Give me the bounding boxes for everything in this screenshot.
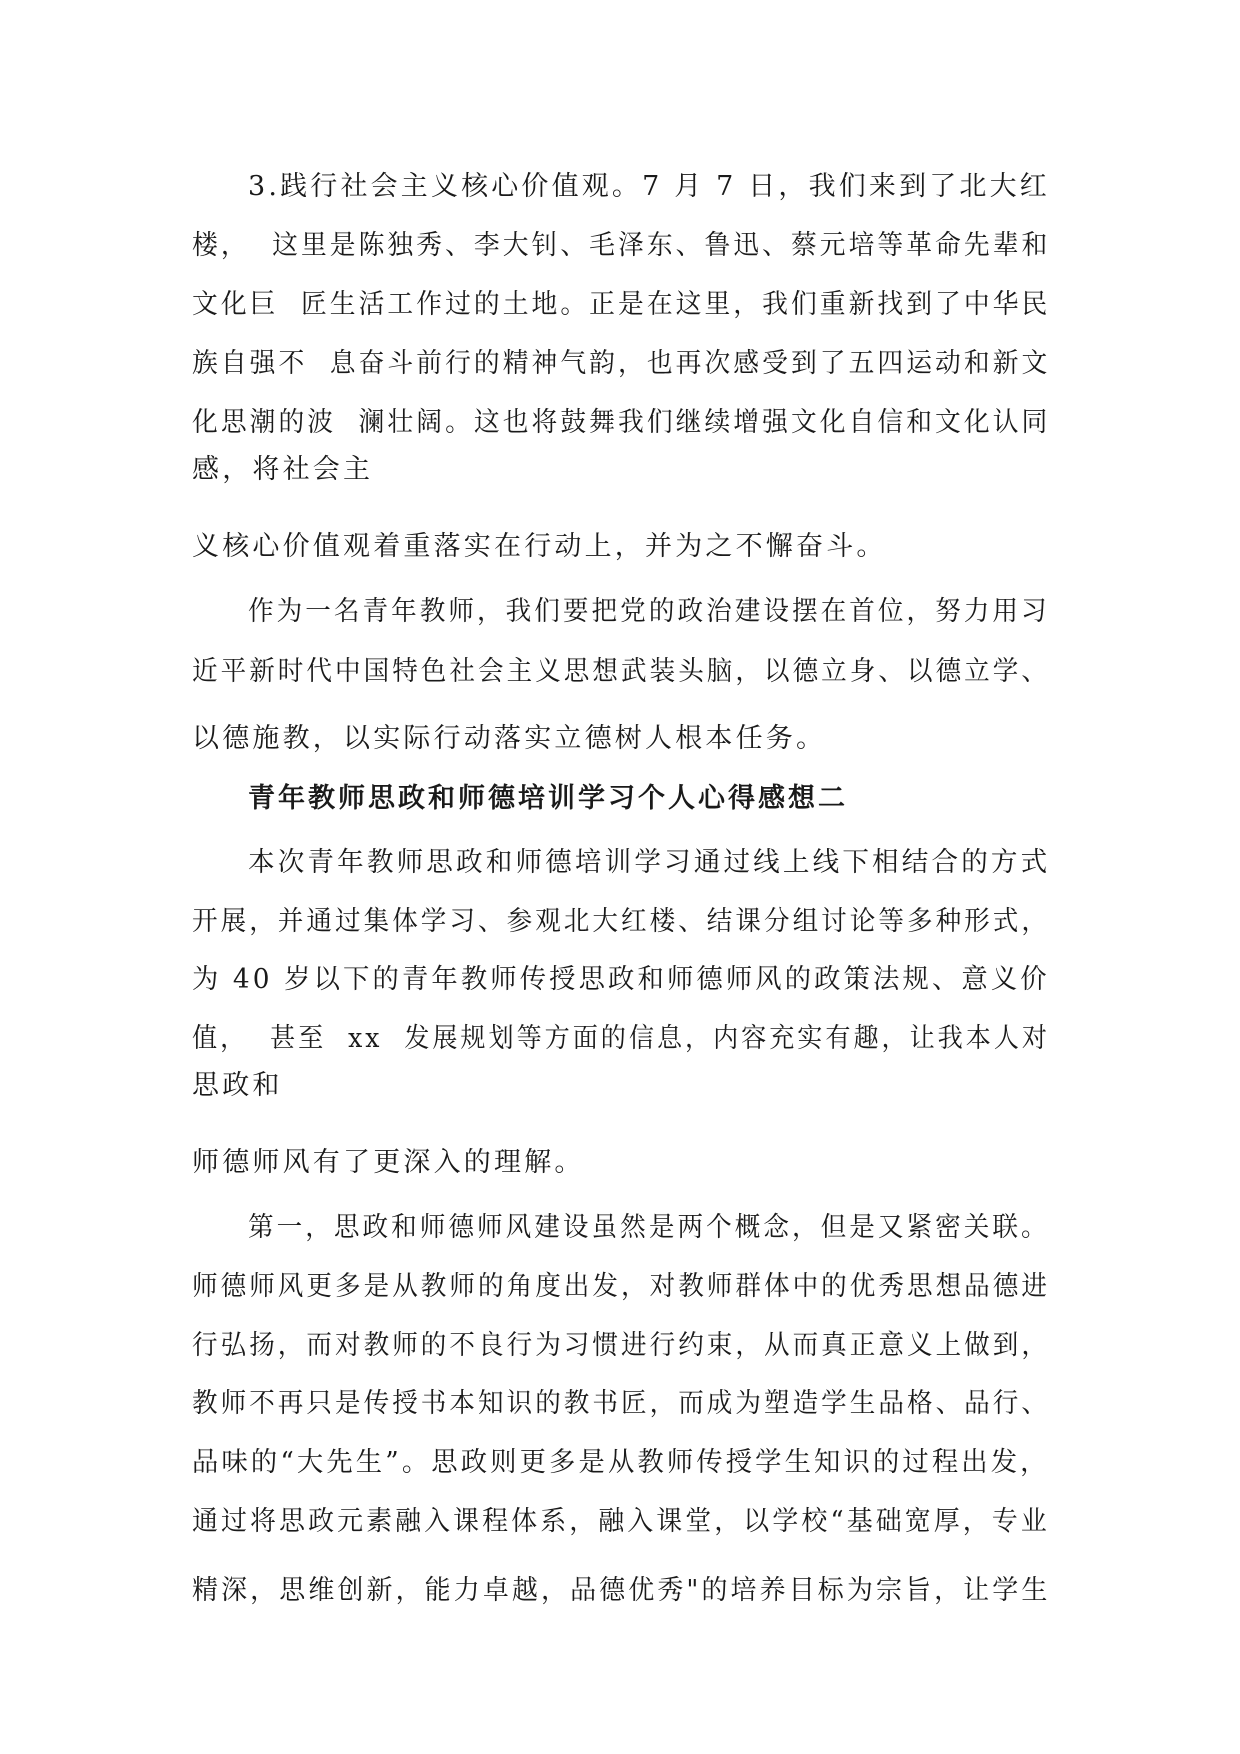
- paragraph-3-line-2: 开展，并通过集体学习、参观北大红楼、结课分组讨论等多种形式，: [192, 906, 1050, 937]
- paragraph-1-line-6: 感，将社会主: [192, 454, 374, 485]
- paragraph-4-line-1: 第一，思政和师德师风建设虽然是两个概念，但是又紧密关联。: [248, 1212, 1050, 1243]
- paragraph-3-line-6: 师德师风有了更深入的理解。: [192, 1147, 585, 1178]
- paragraph-1-line-5: 化思潮的波 澜壮阔。这也将鼓舞我们继续增强文化自信和文化认同: [192, 407, 1051, 438]
- paragraph-3-line-5: 思政和: [192, 1070, 283, 1101]
- paragraph-3-line-3: 为 40 岁以下的青年教师传授思政和师德师风的政策法规、意义价: [192, 964, 1050, 995]
- paragraph-4-line-5: 品味的“大先生”。思政则更多是从教师传授学生知识的过程出发，: [192, 1447, 1050, 1478]
- paragraph-1-line-1: 3.践行社会主义核心价值观。7 月 7 日，我们来到了北大红: [248, 171, 1050, 202]
- paragraph-2-line-1: 作为一名青年教师，我们要把党的政治建设摆在首位，努力用习: [248, 596, 1050, 627]
- paragraph-2-line-3: 以德施教，以实际行动落实立德树人根本任务。: [192, 723, 827, 754]
- paragraph-1-line-7: 义核心价值观着重落实在行动上，并为之不懈奋斗。: [192, 531, 887, 562]
- paragraph-1-line-3: 文化巨 匠生活工作过的土地。正是在这里，我们重新找到了中华民: [192, 289, 1051, 320]
- section-heading: 青年教师思政和师德培训学习个人心得感想二: [248, 783, 848, 814]
- paragraph-4-line-3: 行弘扬，而对教师的不良行为习惯进行约束，从而真正意义上做到，: [192, 1330, 1050, 1361]
- paragraph-4-line-2: 师德师风更多是从教师的角度出发，对教师群体中的优秀思想品德进: [192, 1271, 1050, 1302]
- paragraph-4-line-7: 精深，思维创新，能力卓越，品德优秀"的培养目标为宗旨，让学生: [192, 1575, 1051, 1606]
- paragraph-3-line-4: 值， 甚至 xx 发展规划等方面的信息，内容充实有趣，让我本人对: [192, 1023, 1050, 1054]
- paragraph-1-line-2: 楼， 这里是陈独秀、李大钊、毛泽东、鲁迅、蔡元培等革命先辈和: [192, 230, 1051, 261]
- paragraph-3-line-1: 本次青年教师思政和师德培训学习通过线上线下相结合的方式: [248, 847, 1051, 878]
- paragraph-4-line-4: 教师不再只是传授书本知识的教书匠，而成为塑造学生品格、品行、: [192, 1388, 1050, 1419]
- paragraph-2-line-2: 近平新时代中国特色社会主义思想武装头脑，以德立身、以德立学、: [192, 656, 1050, 687]
- paragraph-1-line-4: 族自强不 息奋斗前行的精神气韵，也再次感受到了五四运动和新文: [192, 348, 1051, 379]
- paragraph-4-line-6: 通过将思政元素融入课程体系，融入课堂，以学校“基础宽厚，专业: [192, 1506, 1050, 1537]
